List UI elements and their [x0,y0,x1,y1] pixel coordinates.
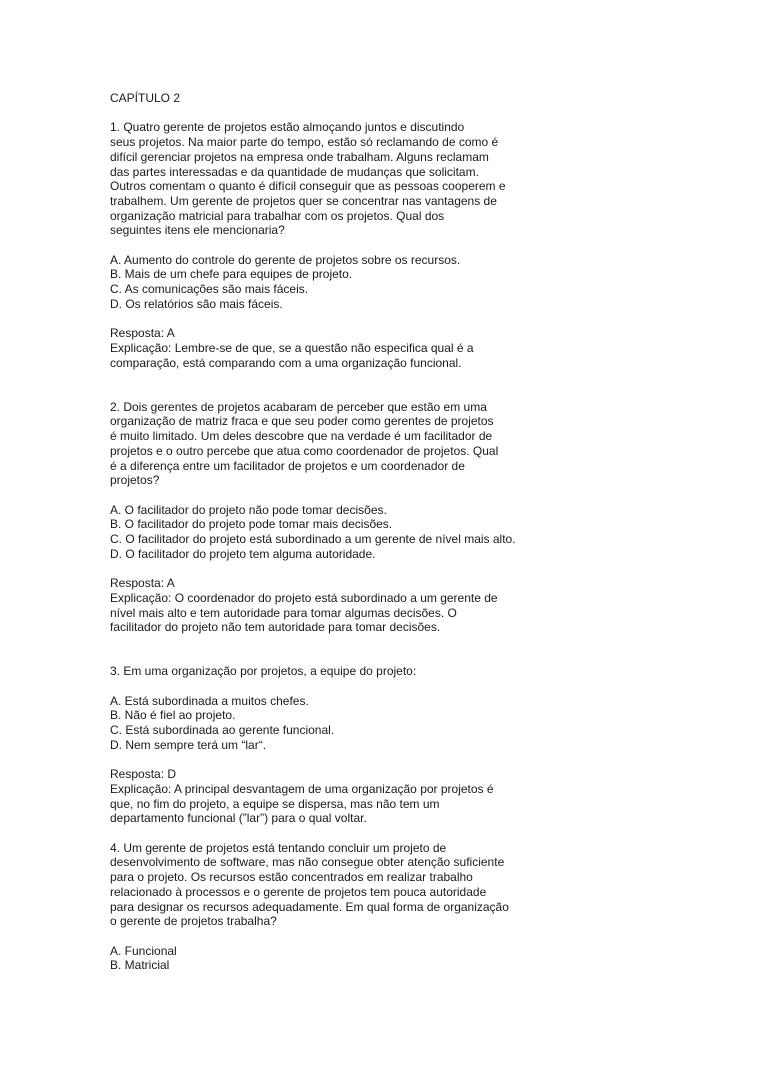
question-3 [110,664,670,826]
question-2-prompt-line: organização de matriz fraca e que seu poder como gerentes de projetos [110,414,494,429]
question-2-option-a: A. O facilitador do projeto não pode tomar decisões. [110,502,387,517]
question-4-option-a: A. Funcional [110,943,177,958]
question-1-prompt-line: organização matricial para trabalhar com os projetos. Qual dos [110,208,445,223]
question-4-option-b: B. Matricial [110,958,170,973]
question-1-option-a: A. Aumento do controle do gerente de projetos sobre os recursos. [110,252,461,267]
question-2-prompt-line: é muito limitado. Um deles descobre que na verdade é um facilitador de [110,429,493,444]
question-4-prompt-line: para o projeto. Os recursos estão concentrados em realizar trabalho [110,870,473,885]
question-2-answer: Resposta: A [110,576,175,591]
question-1-prompt-line: seus projetos. Na maior parte do tempo, estão só reclamando de como é [110,135,499,150]
question-2 [110,400,670,635]
question-1-explanation-line: Explicação: Lembre-se de que, se a questão não especifica qual é a [110,340,474,355]
question-3-explanation-line: que, no fim do projeto, a equipe se dispersa, mas não tem um [110,796,440,811]
question-2-explanation-line: nível mais alto e tem autoridade para tomar algumas decisões. O [110,605,457,620]
question-2-explanation-line: facilitador do projeto não tem autoridade para tomar decisões. [110,620,441,635]
question-4-prompt-line: relacionado à processos e o gerente de projetos tem pouca autoridade [110,884,487,899]
question-1-prompt-line: trabalhem. Um gerente de projetos quer se concentrar nas vantagens de [110,193,497,208]
question-2-option-b: B. O facilitador do projeto pode tomar mais decisões. [110,517,393,532]
chapter-title: CAPÍTULO 2 [110,91,181,105]
question-1-explanation-line: comparação, está comparando com a uma organização funcional. [110,355,462,370]
question-1-answer: Resposta: A [110,326,175,341]
question-1-option-c: C. As comunicações são mais fáceis. [110,282,309,297]
question-2-prompt-line: projetos? [110,473,160,488]
question-2-option-d: D. O facilitador do projeto tem alguma autoridade. [110,546,376,561]
question-2-prompt-line: projetos e o outro percebe que atua como coordenador de projetos. Qual [110,443,499,458]
question-2-option-c: C. O facilitador do projeto está subordinado a um gerente de nível mais alto. [110,532,516,547]
question-4-prompt-line: desenvolvimento de software, mas não consegue obter atenção suficiente [110,855,505,870]
question-3-option-c: C. Está subordinada ao gerente funcional. [110,723,335,738]
question-3-answer: Resposta: D [110,767,177,782]
question-3-option-d: D. Nem sempre terá um “lar“. [110,737,267,752]
question-3-explanation-line: Explicação: A principal desvantagem de uma organização por projetos é [110,781,494,796]
question-1-option-b: B. Mais de um chefe para equipes de projeto. [110,267,353,282]
question-1-prompt-line: seguintes itens ele mencionaria? [110,223,285,238]
question-4-prompt-line: para designar os recursos adequadamente. Em qual forma de organização [110,899,509,914]
question-1-prompt-line: 1. Quatro gerente de projetos estão almoçando juntos e discutindo [110,120,465,135]
question-1-prompt-line: das partes interessadas e da quantidade de mudanças que solicitam. [110,164,479,179]
question-1-prompt-line: Outros comentam o quanto é difícil conseguir que as pessoas cooperem e [110,179,506,194]
question-1-prompt-line: difícil gerenciar projetos na empresa onde trabalham. Alguns reclamam [110,149,489,164]
document-body [110,91,670,973]
question-1-option-d: D. Os relatórios são mais fáceis. [110,296,283,311]
question-2-prompt-line: 2. Dois gerentes de projetos acabaram de perceber que estão em uma [110,399,487,414]
question-4-prompt-line: o gerente de projetos trabalha? [110,914,277,929]
question-3-option-a: A. Está subordinada a muitos chefes. [110,693,309,708]
question-2-prompt-line: é a diferença entre um facilitador de projetos e um coordenador de [110,458,465,473]
question-3-explanation-line: departamento funcional (”lar”) para o qual voltar. [110,811,367,826]
question-4-prompt-line: 4. Um gerente de projetos está tentando concluir um projeto de [110,840,447,855]
question-3-prompt-line: 3. Em uma organização por projetos, a equipe do projeto: [110,664,417,679]
question-3-option-b: B. Não é fiel ao projeto. [110,708,236,723]
question-1 [110,120,670,370]
question-2-explanation-line: Explicação: O coordenador do projeto está subordinado a um gerente de [110,590,498,605]
question-4 [110,841,670,973]
